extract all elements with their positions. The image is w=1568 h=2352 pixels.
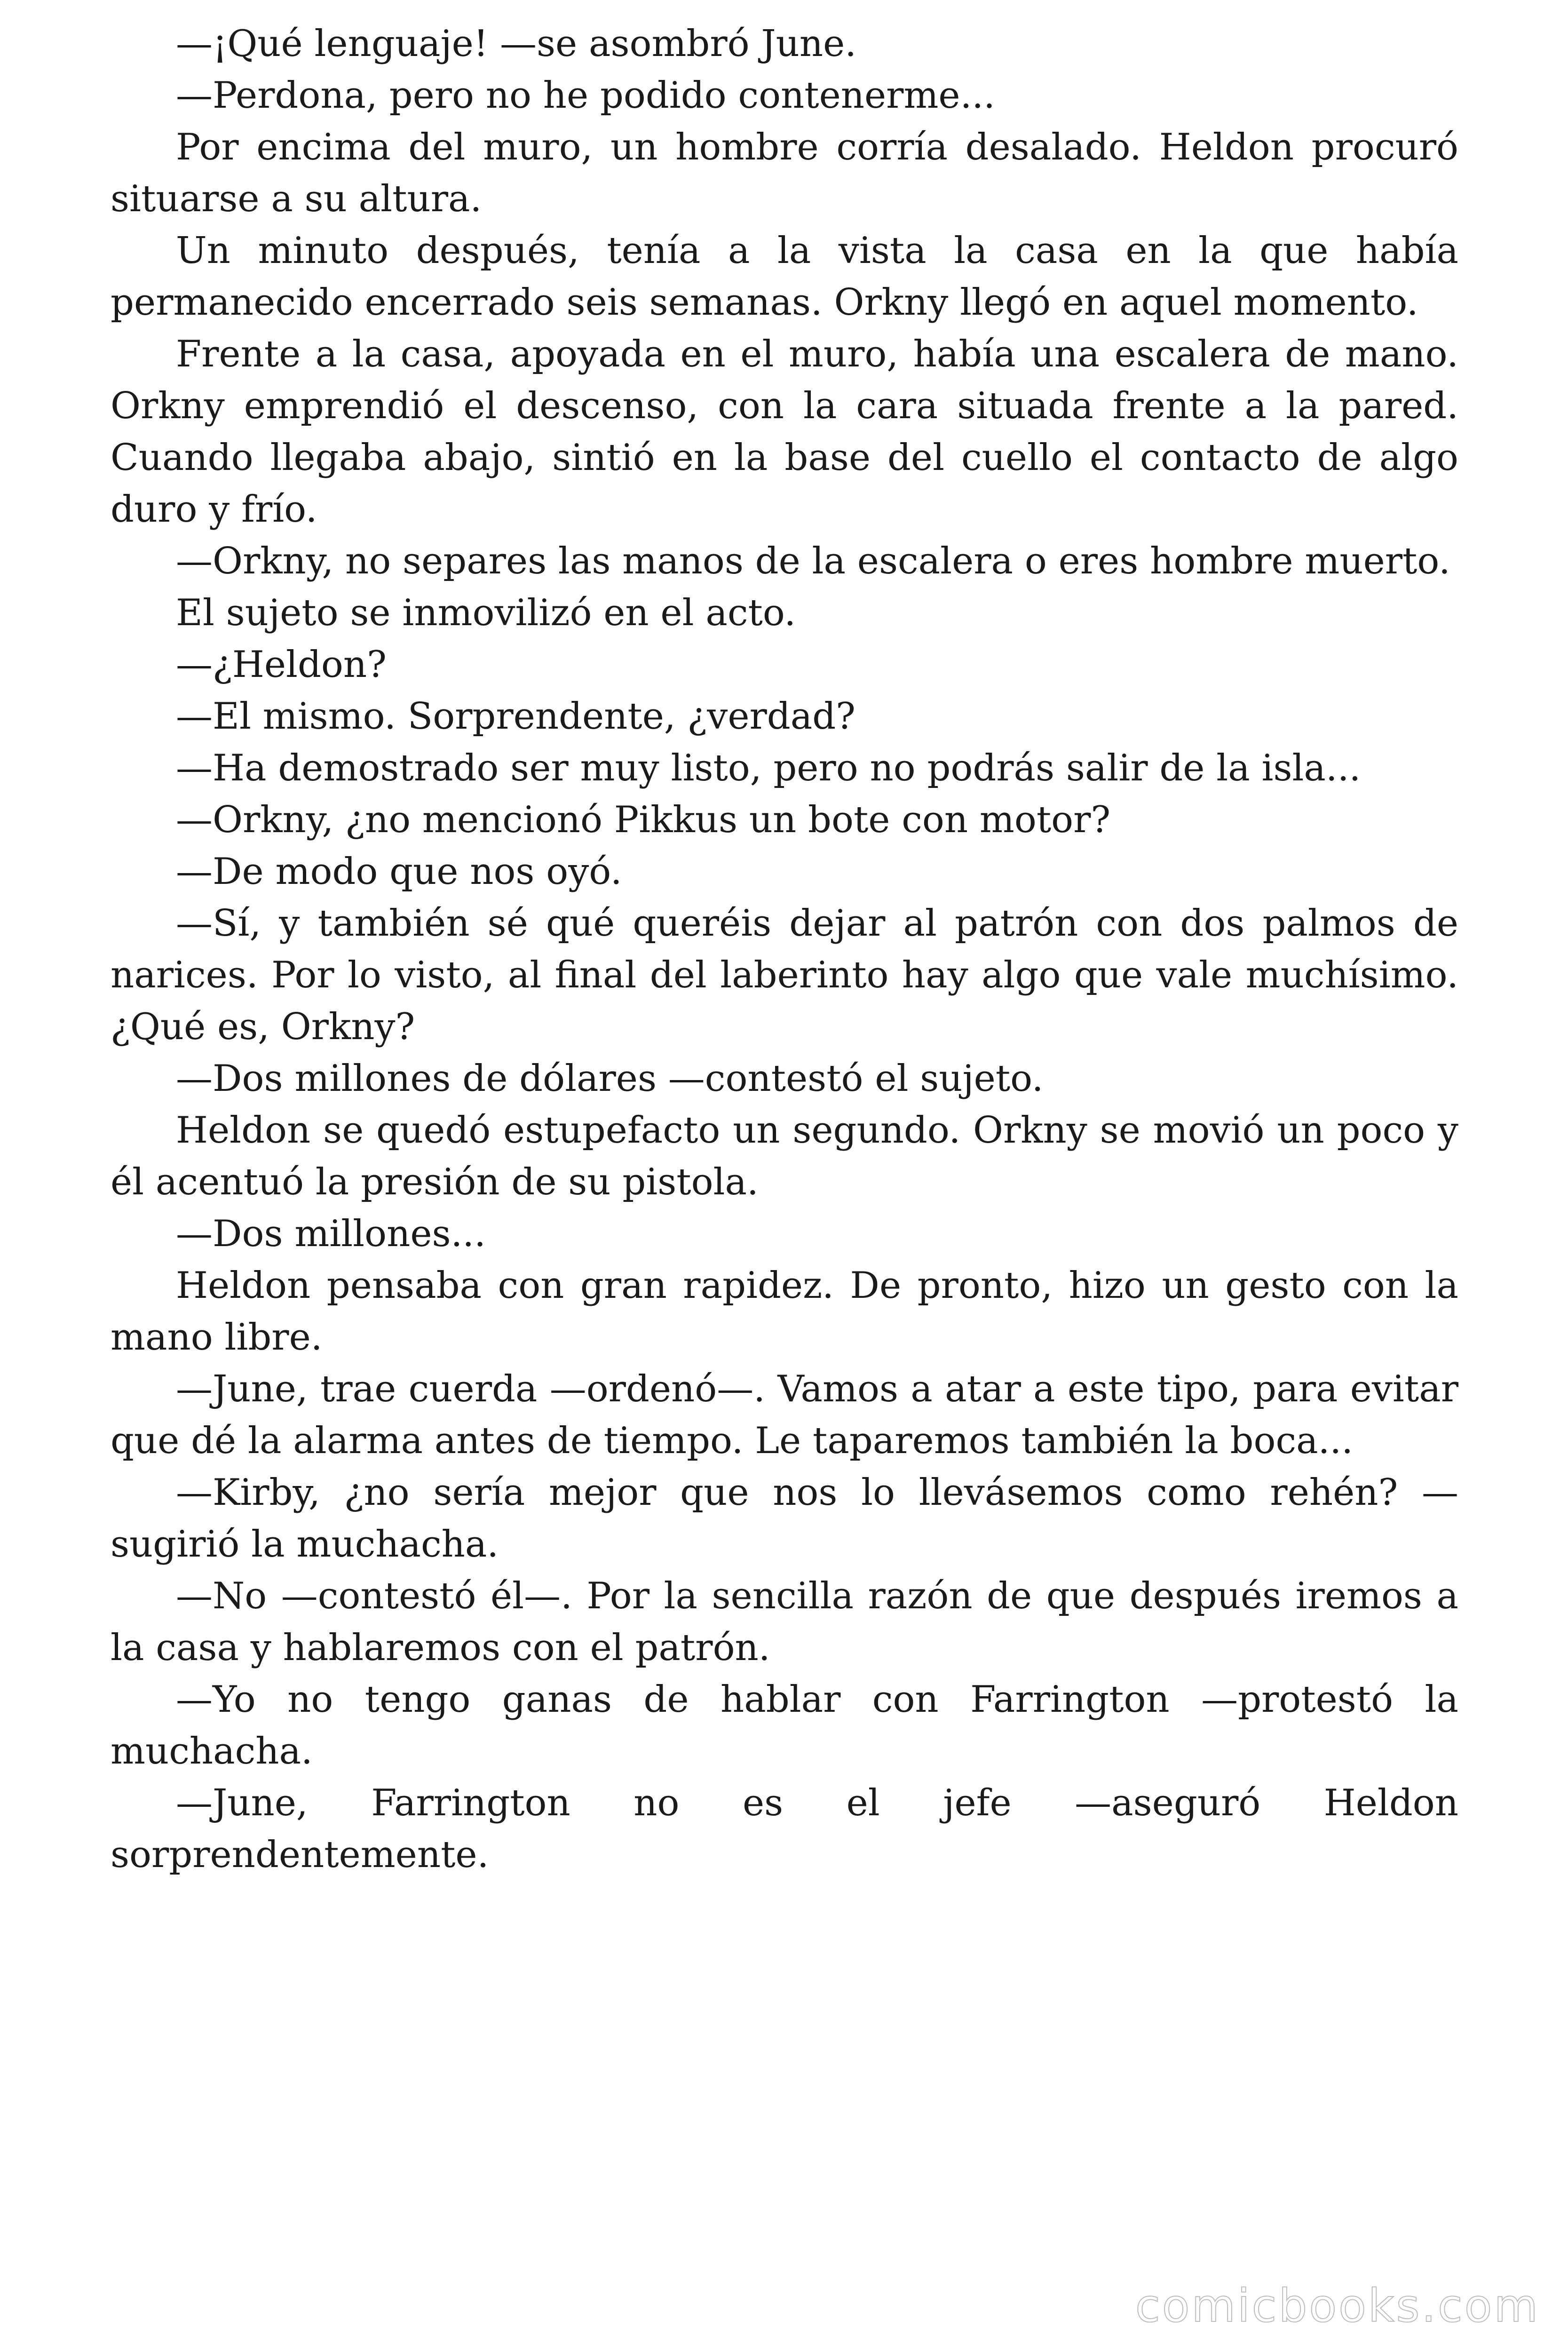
paragraph: —Orkny, no separes las manos de la escalera o eres hombre muerto. — [176, 540, 1450, 582]
paragraph: —Perdona, pero no he podido contenerme... — [176, 74, 995, 117]
paragraph: —June, trae cuerda —ordenó—. Vamos a atar a este tipo, para evitar que dé la alarma antes de tiempo. Le taparemos también la boca... — [111, 1368, 1458, 1462]
paragraph: —June, Farrington no es el jefe —aseguró Heldon sorprendentemente. — [111, 1782, 1458, 1876]
paragraph: —De modo que nos oyó. — [176, 850, 622, 893]
paragraph: —Orkny, ¿no mencionó Pikkus un bote con motor? — [176, 799, 1111, 841]
body-text — [111, 18, 1458, 1881]
paragraph: —Sí, y también sé qué queréis dejar al patrón con dos palmos de narices. Por lo visto, al final del laberinto hay algo que vale muchísimo. ¿Qué es, Orkny? — [111, 902, 1458, 1048]
paragraph: Heldon pensaba con gran rapidez. De pronto, hizo un gesto con la mano libre. — [111, 1264, 1458, 1359]
paragraph: —Yo no tengo ganas de hablar con Farrington —protestó la muchacha. — [111, 1678, 1458, 1772]
watermark: comicbooks.com — [1135, 2280, 1540, 2332]
paragraph: Por encima del muro, un hombre corría desalado. Heldon procuró situarse a su altura. — [111, 126, 1458, 220]
paragraph: Heldon se quedó estupefacto un segundo. Orkny se movió un poco y él acentuó la presión de su pistola. — [111, 1109, 1458, 1203]
paragraph: —¡Qué lenguaje! —se asombró June. — [176, 23, 857, 65]
paragraph: —¿Heldon? — [176, 644, 387, 686]
paragraph: —Dos millones... — [176, 1213, 486, 1255]
paragraph: Un minuto después, tenía a la vista la casa en la que había permanecido encerrado seis semanas. Orkny llegó en aquel momento. — [111, 230, 1458, 324]
paragraph: —Ha demostrado ser muy listo, pero no podrás salir de la isla... — [176, 747, 1361, 789]
paragraph: —No —contestó él—. Por la sencilla razón de que después iremos a la casa y hablaremos con el patrón. — [111, 1575, 1458, 1669]
paragraph: Frente a la casa, apoyada en el muro, había una escalera de mano. Orkny emprendió el descenso, con la cara situada frente a la pared. Cuando llegaba abajo, sintió en la base del cuello el contacto de algo duro y frío. — [111, 333, 1458, 531]
paragraph: —Kirby, ¿no sería mejor que nos lo llevásemos como rehén? —sugirió la muchacha. — [111, 1471, 1458, 1565]
paragraph: —El mismo. Sorprendente, ¿verdad? — [176, 695, 855, 738]
paragraph: —Dos millones de dólares —contestó el sujeto. — [176, 1057, 1044, 1100]
paragraph: El sujeto se inmovilizó en el acto. — [176, 592, 796, 634]
